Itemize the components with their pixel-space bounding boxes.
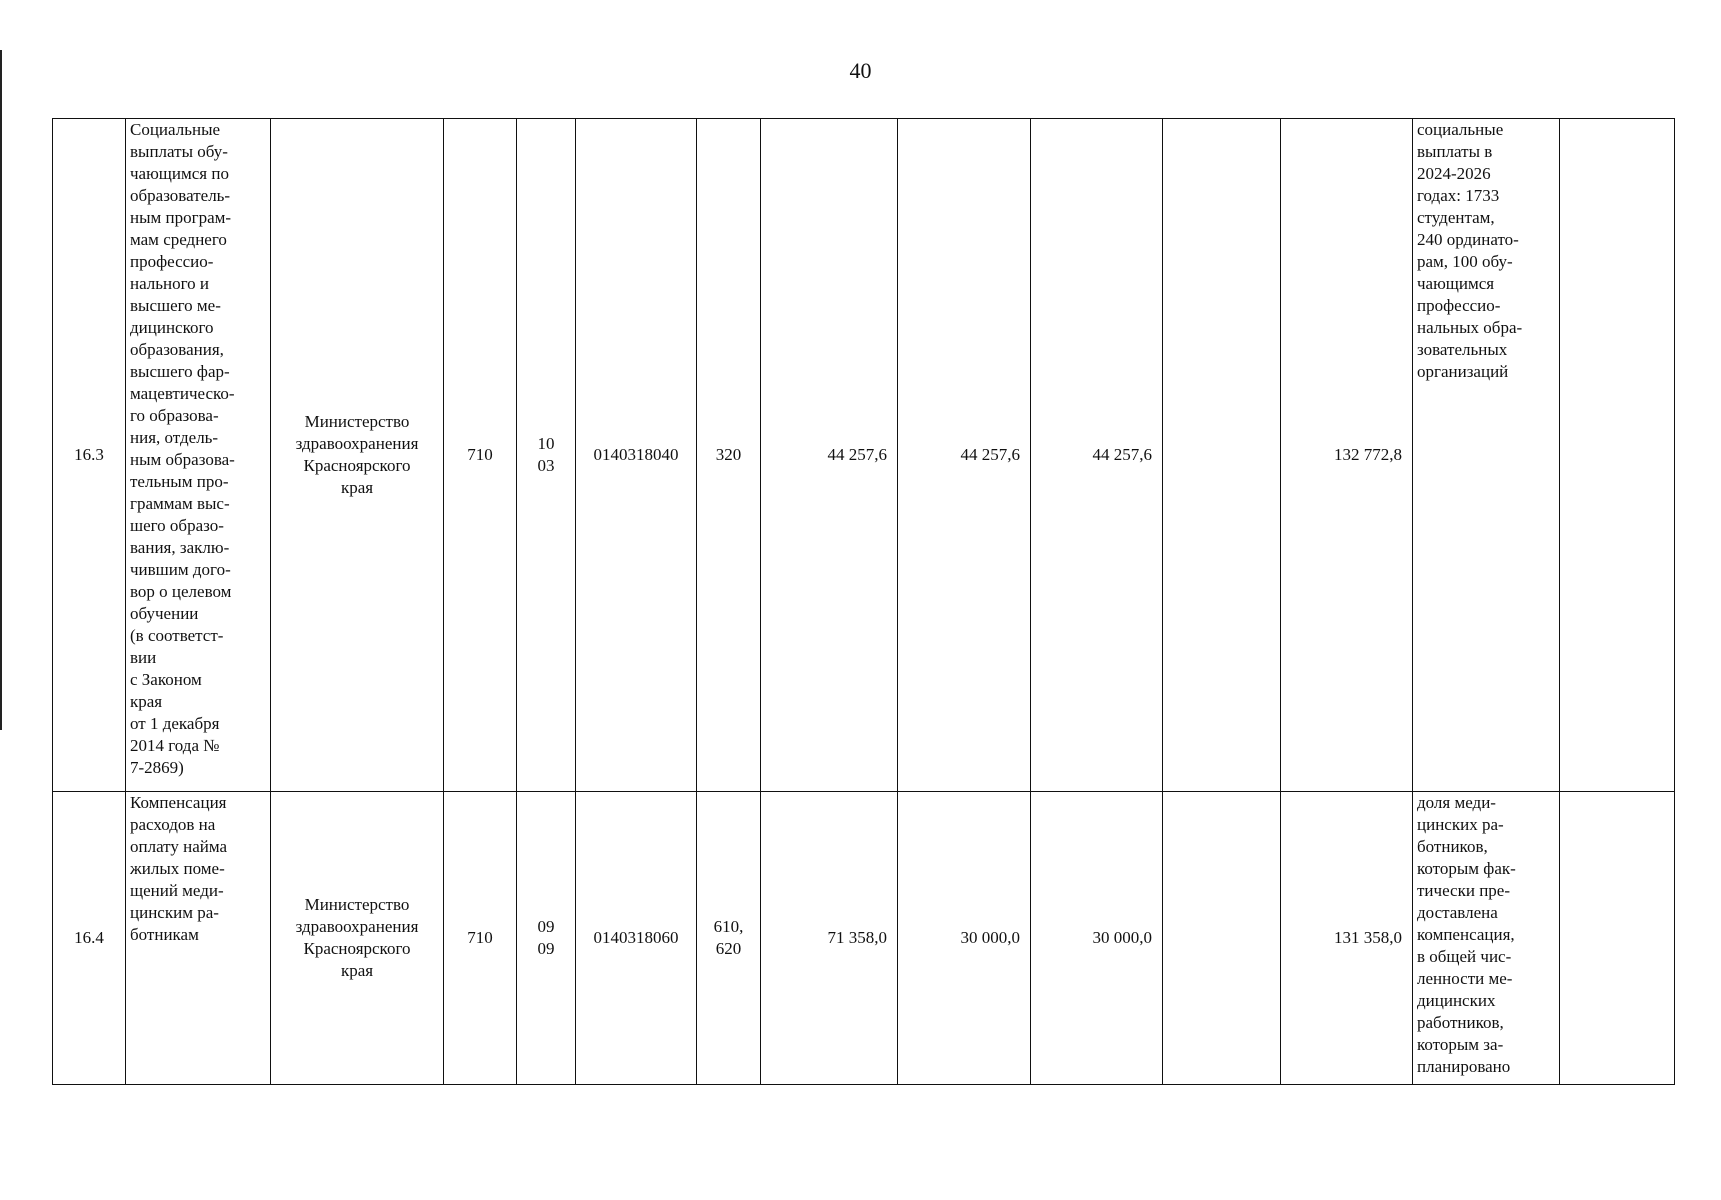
rzpr-cell [517, 792, 576, 1085]
event-name-cell [126, 119, 271, 792]
csr-code: 0140318060 [576, 792, 697, 1085]
amount-year-2: 30 000,0 [898, 792, 1031, 1085]
empty-cell [1163, 792, 1281, 1085]
event-name: Социальные выплаты обу- чающимся по образователь- ным програм- мам среднего профессио- нального и высшего ме- дицинского образования, высшего фар- мацевтическо- го образова- ния, отдель- ным образова- тельным про- граммам выс- шего образо- вания, заклю- чившим дого- вор о целевом обучении (в соответст- вии с Законом края от 1 декабря 2014 года № 7-2869) [130, 120, 235, 777]
rzpr-cell [517, 119, 576, 792]
goal-cell [1413, 119, 1560, 792]
table-row [53, 119, 1675, 792]
goal-text: доля меди- цинских ра- ботников, которым фак- тически пре- доставлена компенсация, в общей чис- ленности ме- дицинских работников, которым за- планировано [1417, 793, 1516, 1076]
rzpr-line: 10 [537, 434, 555, 453]
goal-text: социальные выплаты в 2024-2026 годах: 1733 студентам, 240 ординато- рам, 100 обу- чающимся профессио- нальных обра- зовательных организаций [1417, 120, 1523, 381]
csr-code: 0140318040 [576, 119, 697, 792]
vr-cell [697, 792, 761, 1085]
vr-line: 320 [715, 445, 742, 464]
grbs-code: 710 [444, 119, 517, 792]
amount-year-3: 30 000,0 [1031, 792, 1163, 1085]
event-name: Компенсация расходов на оплату найма жилых поме- щений меди- цинским ра- ботникам [130, 793, 228, 944]
rzpr-line: 09 [537, 939, 555, 958]
amount-year-1: 71 358,0 [761, 792, 898, 1085]
executor-line: здравоохранения [295, 917, 419, 936]
vr-line: 620 [715, 939, 742, 958]
last-empty-cell [1560, 119, 1675, 792]
amount-year-2: 44 257,6 [898, 119, 1031, 792]
row-number: 16.3 [53, 119, 126, 792]
table-row [53, 792, 1675, 1085]
executor-line: Красноярского [303, 939, 411, 958]
executor-line: Красноярского [303, 456, 411, 475]
amount-year-1: 44 257,6 [761, 119, 898, 792]
executor-line: края [340, 478, 374, 497]
vr-line: 610, [713, 917, 744, 936]
executor-line: Министерство [304, 412, 410, 431]
executor-line: края [340, 961, 374, 980]
amount-total: 132 772,8 [1281, 119, 1413, 792]
page-number: 40 [849, 58, 872, 83]
goal-cell [1413, 792, 1560, 1085]
event-name-cell [126, 792, 271, 1085]
budget-table [52, 118, 1675, 1085]
empty-cell [1163, 119, 1281, 792]
executor-cell [271, 119, 444, 792]
row-number: 16.4 [53, 792, 126, 1085]
executor-cell [271, 792, 444, 1085]
amount-total: 131 358,0 [1281, 792, 1413, 1085]
executor-line: Министерство [304, 895, 410, 914]
last-empty-cell [1560, 792, 1675, 1085]
rzpr-line: 09 [537, 917, 555, 936]
amount-year-3: 44 257,6 [1031, 119, 1163, 792]
scan-edge-line [0, 50, 2, 730]
vr-cell [697, 119, 761, 792]
grbs-code: 710 [444, 792, 517, 1085]
executor-line: здравоохранения [295, 434, 419, 453]
rzpr-line: 03 [537, 456, 555, 475]
